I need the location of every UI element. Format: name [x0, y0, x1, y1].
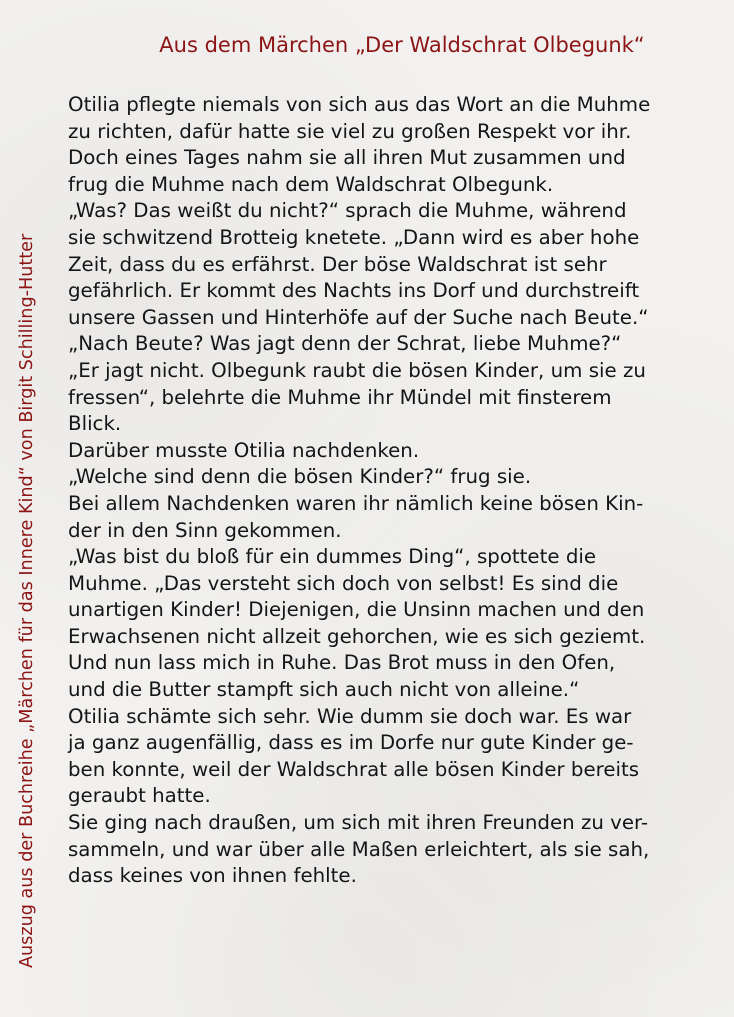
story-line: „Was? Das weißt du nicht?“ sprach die Muhme, während [68, 199, 627, 223]
story-line: zu richten, dafür hatte sie viel zu großen Respekt vor ihr. [68, 119, 632, 143]
story-line: sammeln, und war über alle Maßen erleichtert, als sie sah, [68, 837, 650, 861]
story-line: „Nach Beute? Was jagt denn der Schrat, liebe Muhme?“ [68, 332, 622, 356]
story-line: frug die Muhme nach dem Waldschrat Olbegunk. [68, 172, 554, 196]
story-line: Zeit, dass du es erfährst. Der böse Waldschrat ist sehr [68, 252, 607, 276]
story-line: sie schwitzend Brotteig knetete. „Dann wird es aber hohe [68, 225, 640, 249]
story-line: Darüber musste Otilia nachdenken. [68, 438, 420, 462]
story-line: Und nun lass mich in Ruhe. Das Brot muss in den Ofen, [68, 651, 616, 675]
story-line: Otilia pflegte niemals von sich aus das Wort an die Muhme [68, 93, 651, 116]
story-line: unartigen Kinder! Diejenigen, die Unsinn machen und den [68, 598, 645, 622]
story-line: gefährlich. Er kommt des Nachts ins Dorf und durchstreift [68, 279, 640, 303]
story-line: dass keines von ihnen fehlte. [68, 864, 357, 888]
story-line: „Was bist du bloß für ein dummes Ding“, spottete die [68, 545, 597, 569]
story-line: Muhme. „Das versteht sich doch von selbst! Es sind die [68, 571, 619, 595]
story-line: Sie ging nach draußen, um sich mit ihren Freunden zu ver- [68, 811, 649, 835]
story-line: unsere Gassen und Hinterhöfe auf der Suche nach Beute.“ [68, 305, 649, 329]
story-line: Erwachsenen nicht allzeit gehorchen, wie es sich geziemt. [68, 624, 646, 648]
story-line: Doch eines Tages nahm sie all ihren Mut zusammen und [68, 146, 626, 170]
side-caption: Auszug aus der Buchreihe „Märchen für das Innere Kind“ von Birgit Schilling-Hutter [17, 233, 37, 968]
story-line: ben konnte, weil der Waldschrat alle bösen Kinder bereits [68, 757, 640, 781]
page-title: Aus dem Märchen „Der Waldschrat Olbegunk“ [159, 33, 645, 57]
story-line: ja ganz augenfällig, dass es im Dorfe nur gute Kinder ge- [68, 731, 634, 755]
story-line: „Er jagt nicht. Olbegunk raubt die bösen Kinder, um sie zu [68, 358, 646, 382]
story-line: geraubt hatte. [68, 784, 211, 808]
story-line: der in den Sinn gekommen. [68, 518, 342, 542]
story-line: „Welche sind denn die bösen Kinder?“ frug sie. [68, 465, 532, 489]
story-line: Bei allem Nachdenken waren ihr nämlich keine bösen Kin- [68, 491, 644, 515]
story-line: Blick. [68, 412, 122, 436]
story-line: fressen“, belehrte die Muhme ihr Mündel mit finsterem [68, 385, 612, 409]
story-line: Otilia schämte sich sehr. Wie dumm sie doch war. Es war [68, 704, 632, 728]
story-line: und die Butter stampft sich auch nicht von alleine.“ [68, 678, 580, 702]
story-text [68, 92, 730, 890]
